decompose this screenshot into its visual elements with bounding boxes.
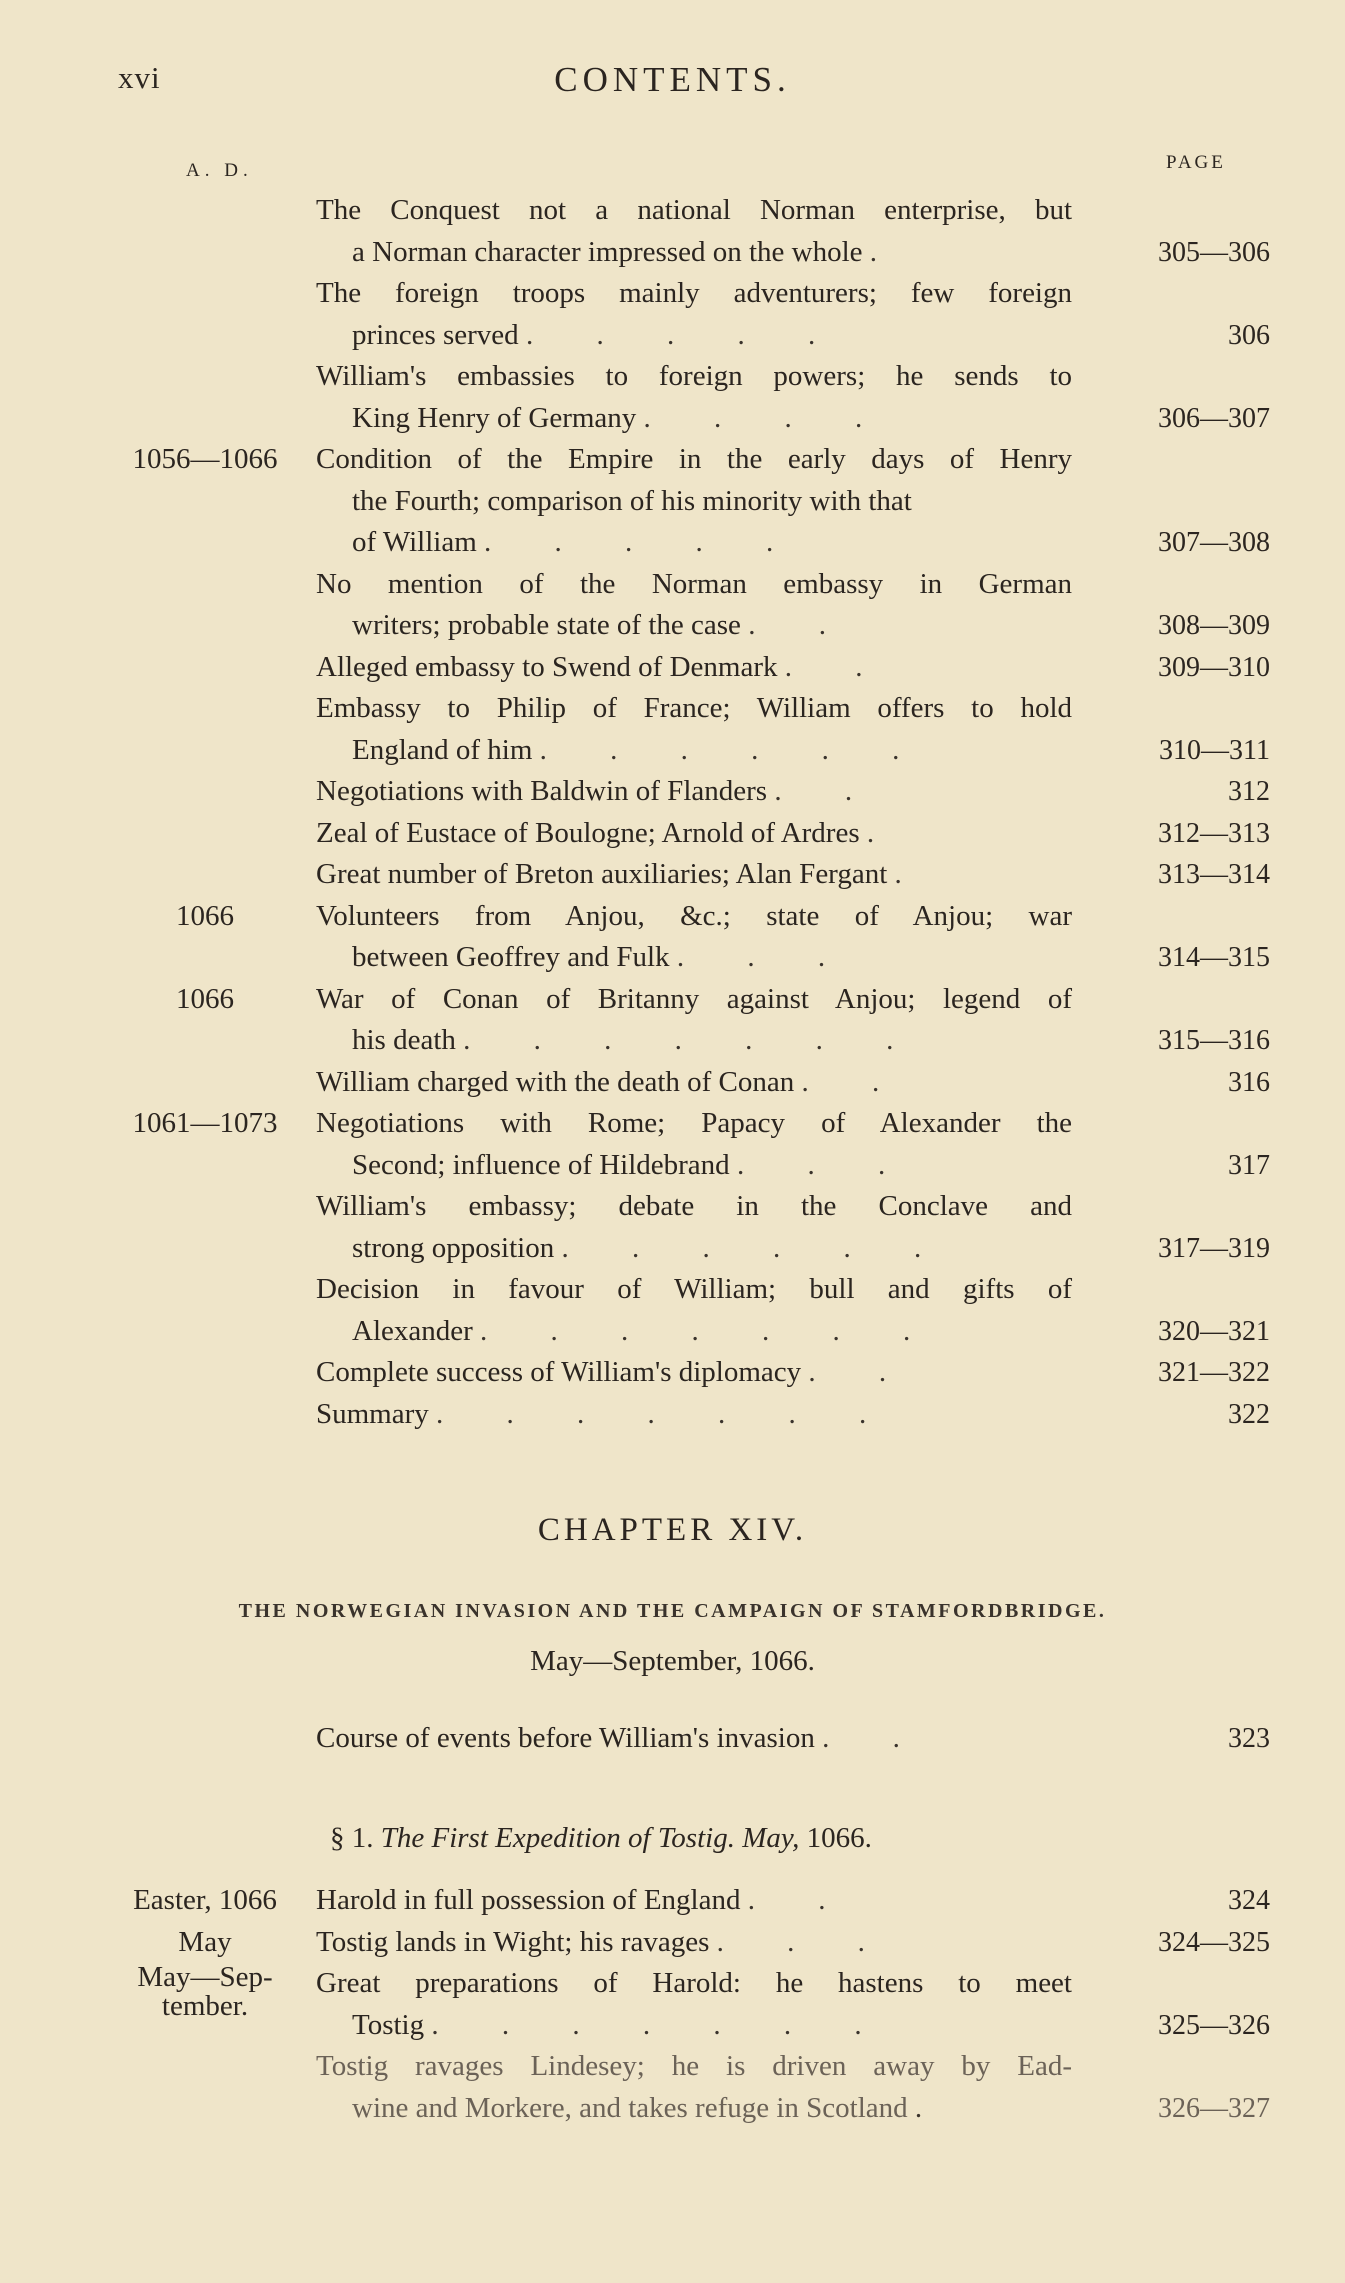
- entry-pages: 308—309: [1158, 610, 1270, 641]
- leader-dots: . . . . . .: [561, 1231, 950, 1264]
- entry-text: [316, 1352, 1072, 1394]
- entry-line: [316, 1394, 1072, 1436]
- entry-pages: 325—326: [1158, 2009, 1270, 2041]
- entry-line: [316, 647, 1072, 689]
- leader-dots: .: [894, 858, 930, 890]
- entry-line: [316, 232, 1072, 274]
- entry-text: [316, 647, 1072, 689]
- entry-title: Great number of Breton auxiliaries; Alan Fergant: [316, 858, 888, 890]
- entry-line: [316, 1062, 1072, 1104]
- entry-text: [316, 688, 1072, 771]
- leader-dots: . .: [801, 1065, 908, 1098]
- column-label-ad: A. D.: [186, 160, 253, 181]
- entry-pages: 315—316: [1158, 1025, 1270, 1056]
- leader-dots: .: [914, 2091, 951, 2124]
- entry-line: [316, 2088, 1072, 2130]
- entry-title: Course of events before William's invasion: [316, 1722, 815, 1754]
- leader-dots: . . . . . . .: [480, 1314, 939, 1347]
- entry-title-cont: Alexander: [352, 1314, 473, 1347]
- entry-line: [316, 1311, 1072, 1353]
- entry-title: No mention of the Norman embassy in German: [316, 567, 1072, 600]
- column-label-page: PAGE: [1166, 152, 1226, 173]
- entry-line: [316, 398, 1072, 440]
- entry-title-cont: of William: [352, 526, 477, 558]
- entry-title: William's embassies to foreign powers; he sends to: [316, 360, 1072, 392]
- entry-title: Complete success of William's diplomacy: [316, 1356, 802, 1388]
- entry-date-text: Easter, 1066: [133, 1884, 277, 1916]
- entry-pages: 312—313: [1158, 817, 1270, 849]
- entry-date-text: 1066: [176, 982, 234, 1015]
- entry-text: [316, 1062, 1072, 1104]
- entry-pages: 306: [1228, 319, 1270, 351]
- section-year: 1066.: [806, 1822, 872, 1854]
- entry-title: Embassy to Philip of France; William offers to hold: [316, 692, 1072, 724]
- entry-line: [316, 1352, 1072, 1394]
- entry-text: [316, 1269, 1072, 1352]
- entry-title-cont: King Henry of Germany: [352, 401, 637, 434]
- entry-title: Tostig ravages Lindesey; he is driven away by Ead-: [316, 2050, 1072, 2082]
- entry-line: [316, 771, 1072, 813]
- entry-pages: 313—314: [1158, 859, 1270, 890]
- entry-pages: 310—311: [1159, 734, 1270, 766]
- entry-line: [316, 1020, 1072, 1062]
- entry-text: [316, 356, 1072, 439]
- entry-pages: 314—315: [1158, 942, 1270, 973]
- page-number: xvi: [118, 60, 161, 95]
- entry-title: The Conquest not a national Norman enterprise, but: [316, 194, 1072, 226]
- entry-title: Harold in full possession of England: [316, 1884, 741, 1916]
- entry-title-cont: princes served: [352, 318, 519, 351]
- entry-text: [316, 813, 1072, 855]
- entry-title-cont: Second; influence of Hildebrand: [352, 1148, 730, 1181]
- entry-text: [316, 273, 1072, 356]
- leader-dots: . . . . .: [484, 526, 802, 558]
- entry-text: [316, 896, 1072, 979]
- entry-text: [316, 1394, 1072, 1436]
- entry-date: [110, 896, 300, 938]
- entry-title-cont: England of him: [352, 733, 533, 766]
- entry-title: William charged with the death of Conan: [316, 1065, 795, 1098]
- entry-title: Zeal of Eustace of Boulogne; Arnold of Ardres: [316, 816, 860, 849]
- entry-title-cont: Tostig: [352, 2008, 425, 2041]
- entry-date-text: 1066: [176, 899, 234, 932]
- entry-text: [316, 1880, 1072, 1922]
- entry-text: [316, 854, 1072, 896]
- entry-title-cont: strong opposition: [352, 1231, 555, 1264]
- leader-dots: . .: [747, 1884, 854, 1916]
- entry-pages: 305—306: [1158, 236, 1270, 268]
- entry-pages: 317: [1228, 1149, 1270, 1181]
- entry-title-cont: wine and Morkere, and takes refuge in Scotland: [352, 2091, 908, 2124]
- section-heading: [330, 1822, 872, 1855]
- entry-line: [316, 2005, 1072, 2047]
- leader-dots: . . . .: [643, 401, 891, 434]
- entry-title: The foreign troops mainly adventurers; few foreign: [316, 277, 1072, 309]
- entry-title-cont: writers; probable state of the case: [352, 609, 741, 641]
- entry-date: [110, 1103, 300, 1145]
- entry-title: Alleged embassy to Swend of Denmark: [316, 650, 778, 683]
- leader-dots: .: [866, 816, 903, 849]
- entry-title: Negotiations with Baldwin of Flanders: [316, 775, 768, 807]
- entry-title: Condition of the Empire in the early days of Henry: [316, 443, 1072, 475]
- entry-line: [316, 605, 1072, 647]
- entry-date: [110, 979, 300, 1021]
- entry-date-text: May: [178, 1925, 232, 1958]
- entry-title-cont: the Fourth; comparison of his minority with that: [352, 484, 912, 517]
- entry-line: [316, 937, 1072, 979]
- entry-text: [316, 1963, 1072, 2046]
- chapter-dates: May—September, 1066.: [530, 1645, 815, 1677]
- entry-line: [316, 1145, 1072, 1187]
- leader-dots: . . . . . . .: [431, 2008, 890, 2041]
- entry-text: [316, 564, 1072, 647]
- entry-date: [110, 1880, 300, 1922]
- entry-text: [316, 979, 1072, 1062]
- leader-dots: . . . . . . .: [436, 1397, 895, 1430]
- entry-title: Volunteers from Anjou, &c.; state of Anjou; war: [316, 899, 1072, 932]
- entry-text: [316, 1718, 1072, 1760]
- entry-date-text-cont: tember.: [161, 1990, 249, 2022]
- entry-date-text: 1061—1073: [132, 1107, 278, 1139]
- entry-date-text: 1056—1066: [132, 443, 278, 475]
- entry-text: [316, 771, 1072, 813]
- entry-pages: 321—322: [1158, 1357, 1270, 1388]
- entry-pages: 306—307: [1158, 402, 1270, 434]
- entry-text: [316, 1103, 1072, 1186]
- running-title: CONTENTS.: [554, 60, 791, 99]
- entry-line: [316, 1922, 1072, 1964]
- entry-line: [316, 1880, 1072, 1922]
- entry-pages: 322: [1228, 1398, 1270, 1430]
- leader-dots: . . . . . .: [539, 733, 928, 766]
- entry-date: [110, 1922, 300, 1964]
- entry-pages: 326—327: [1158, 2092, 1270, 2124]
- entry-line: [316, 315, 1072, 357]
- entry-pages: 320—321: [1158, 1315, 1270, 1347]
- leader-dots: . . .: [736, 1148, 914, 1181]
- entry-title-cont: between Geoffrey and Fulk: [352, 941, 670, 973]
- entry-date: [110, 439, 300, 481]
- entry-line: [316, 730, 1072, 772]
- entry-title-cont: his death: [352, 1024, 456, 1056]
- entry-text: [316, 2046, 1072, 2129]
- leader-dots: . .: [822, 1722, 928, 1754]
- entry-text: [316, 1922, 1072, 1964]
- entry-title: Summary: [316, 1397, 429, 1430]
- entry-pages: 323: [1228, 1723, 1270, 1754]
- leader-dots: . .: [808, 1356, 915, 1388]
- entry-pages: 309—310: [1158, 651, 1270, 683]
- leader-dots: . .: [748, 609, 854, 641]
- leader-dots: . . .: [676, 941, 854, 973]
- entry-title: Tostig lands in Wight; his ravages: [316, 1925, 710, 1958]
- entry-line: [316, 854, 1072, 896]
- leader-dots: . . . . . . .: [463, 1024, 922, 1056]
- section-month: May,: [742, 1822, 800, 1854]
- entry-text: [316, 1186, 1072, 1269]
- section-marker: § 1.: [330, 1822, 374, 1854]
- entry-line: [316, 1718, 1072, 1760]
- leader-dots: . .: [774, 775, 881, 807]
- entry-pages: 307—308: [1158, 527, 1270, 558]
- entry-pages: 317—319: [1158, 1232, 1270, 1264]
- entry-title: Decision in favour of William; bull and gifts of: [316, 1273, 1072, 1305]
- entry-title: William's embassy; debate in the Conclave and: [316, 1190, 1072, 1222]
- chapter-subtitle: THE NORWEGIAN INVASION AND THE CAMPAIGN OF STAMFORDBRIDGE.: [238, 1600, 1107, 1622]
- entry-pages: 312: [1228, 776, 1270, 807]
- entry-date-text: May—Sep-: [137, 1961, 273, 1993]
- entry-title: Negotiations with Rome; Papacy of Alexander the: [316, 1107, 1072, 1139]
- entry-pages: 324—325: [1158, 1926, 1270, 1958]
- entry-line: [316, 1228, 1072, 1270]
- section-title: The First Expedition of Tostig.: [380, 1822, 735, 1854]
- leader-dots: . . .: [716, 1925, 893, 1958]
- entry-line: [316, 522, 1072, 564]
- entry-text: [316, 190, 1072, 273]
- entry-title: War of Conan of Britanny against Anjou; legend of: [316, 982, 1072, 1015]
- entry-pages: 324: [1228, 1885, 1270, 1916]
- entry-line: [316, 813, 1072, 855]
- leader-dots: . . . . .: [525, 318, 844, 351]
- chapter-title: CHAPTER XIV.: [537, 1512, 808, 1548]
- entry-title: Great preparations of Harold: he hastens to meet: [316, 1967, 1072, 1999]
- entry-text: [316, 439, 1072, 564]
- leader-dots: . .: [784, 650, 891, 683]
- entry-title-cont: a Norman character impressed on the whole: [352, 235, 863, 268]
- entry-date: [110, 1963, 300, 2021]
- leader-dots: .: [869, 235, 906, 268]
- entry-pages: 316: [1228, 1066, 1270, 1098]
